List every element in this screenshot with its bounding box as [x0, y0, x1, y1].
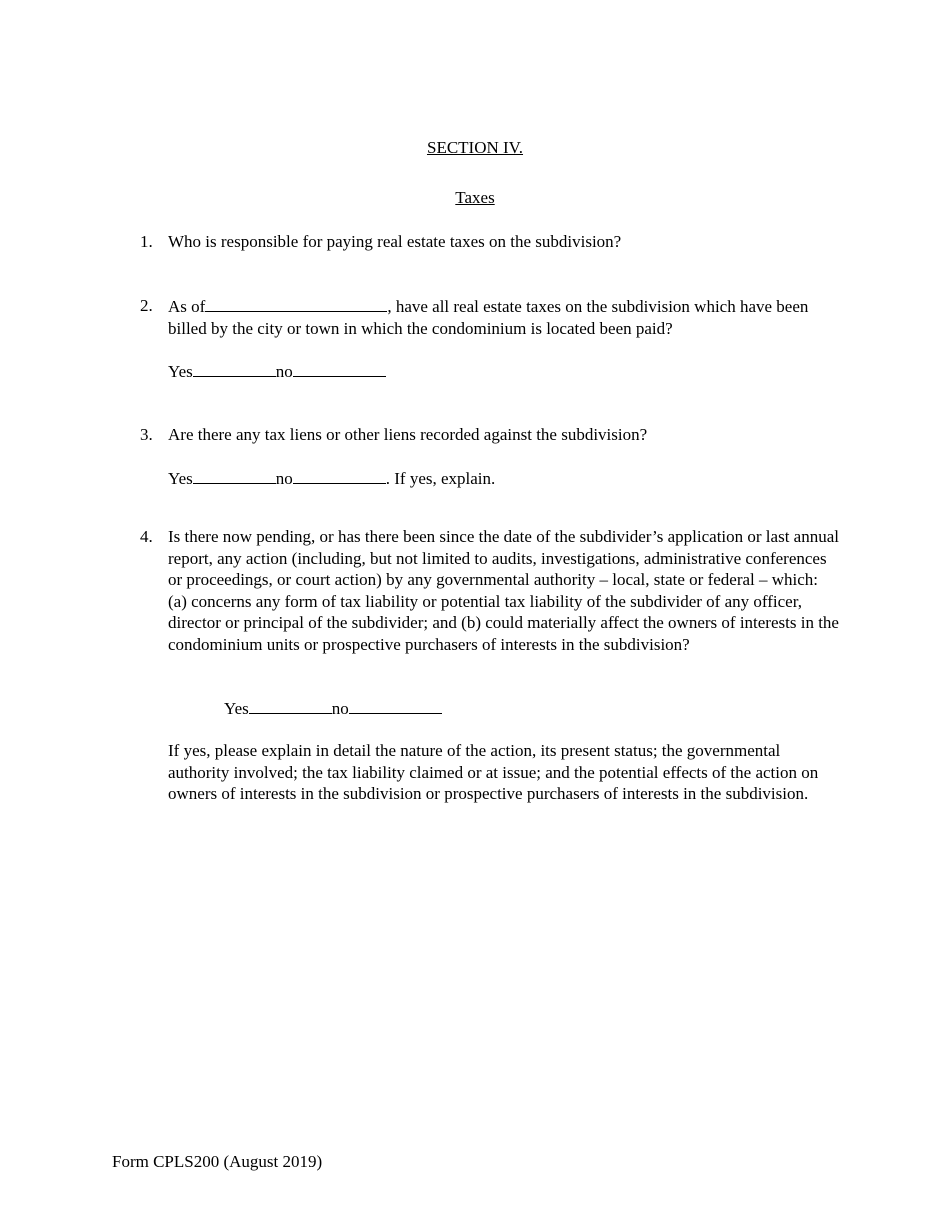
yes-no-answer-3: [168, 467, 495, 490]
explain-text: If yes, please explain in detail the nature of the action, its present status; the governmental authority involved; the tax liability claimed or at issue; and the potential effects of the action on owners of interests in the subdivision or prospective purchasers of interests in the subdivision.: [168, 741, 819, 803]
yes-blank[interactable]: [193, 467, 276, 484]
form-footer: Form CPLS200 (August 2019): [112, 1152, 323, 1171]
question-text: Is there now pending, or has there been since the date of the subdivider’s application or last annual report, any action (including, but not limited to audits, investigations, administrative conferences or proceedings, or court action) by any governmental authority – local, state or federal – which: (a) concerns any form of tax liability or potential tax liability of the subdivider of any officer, director or principal of the subdivider; and (b) could materially affect the owners of interests in the condominium units or prospective purchasers of interests in the subdivision?: [168, 527, 839, 654]
yes-label: Yes: [168, 362, 193, 381]
question-text: Are there any tax liens or other liens recorded against the subdivision?: [168, 425, 648, 444]
yes-blank[interactable]: [249, 697, 332, 714]
question-number: 2.: [140, 296, 153, 315]
yes-no-answer-2: [168, 360, 386, 383]
question-suffix: , have all real estate taxes on the subdivision which have been billed by the city or town in which the condominium is located been paid?: [168, 297, 809, 338]
question-number: 3.: [140, 425, 153, 444]
yes-no-answer-4: [224, 697, 442, 720]
question-text: Who is responsible for paying real estate taxes on the subdivision?: [168, 232, 622, 251]
no-blank[interactable]: [293, 467, 386, 484]
question-prefix: As of: [168, 297, 206, 316]
yes-label: Yes: [224, 699, 249, 718]
no-blank[interactable]: [293, 360, 386, 377]
question-number: 4.: [140, 527, 153, 546]
no-label: no: [331, 699, 349, 718]
yes-blank[interactable]: [193, 360, 276, 377]
no-blank[interactable]: [349, 697, 442, 714]
yes-label: Yes: [168, 469, 193, 488]
section-heading: SECTION IV.: [426, 138, 524, 157]
no-label: no: [275, 469, 293, 488]
explain-paragraph: [168, 740, 840, 805]
section-subheading: Taxes: [455, 188, 495, 207]
question-number: 1.: [140, 232, 153, 251]
no-label: no: [275, 362, 293, 381]
explain-instruction: . If yes, explain.: [385, 469, 496, 488]
date-blank[interactable]: [205, 295, 387, 312]
question-text: [168, 295, 840, 339]
